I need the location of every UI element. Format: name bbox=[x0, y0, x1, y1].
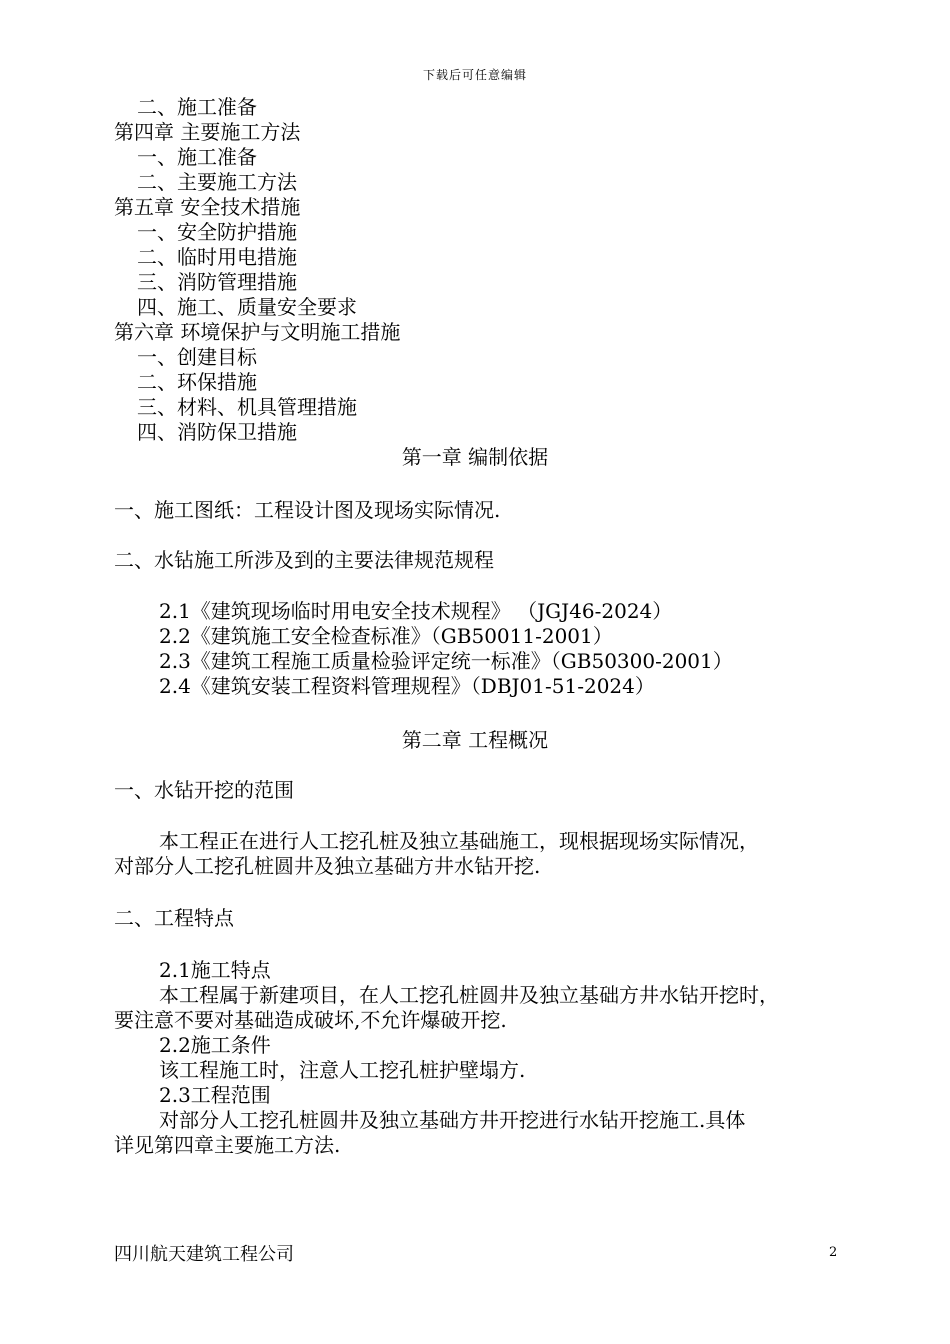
chapter-2-title: 第二章 工程概况 bbox=[401, 728, 549, 752]
feature-2-1-line: 要注意不要对基础造成破坏,不允许爆破开挖. bbox=[114, 1008, 507, 1032]
scope-heading: 一、水钻开挖的范围 bbox=[114, 778, 294, 802]
feature-2-3-line: 详见第四章主要施工方法. bbox=[114, 1133, 341, 1157]
toc-item: 二、施工准备 bbox=[137, 95, 257, 119]
toc-item: 二、临时用电措施 bbox=[137, 245, 297, 269]
toc-item: 第六章 环境保护与文明施工措施 bbox=[114, 320, 401, 344]
footer-company: 四川航天建筑工程公司 bbox=[114, 1244, 294, 1265]
feature-2-3-title: 2.3工程范围 bbox=[159, 1083, 271, 1107]
chapter-1-item-2: 二、水钻施工所涉及到的主要法律规范规程 bbox=[114, 548, 494, 572]
page-header: 下载后可任意编辑 bbox=[422, 68, 527, 82]
toc-item: 四、施工、质量安全要求 bbox=[137, 295, 357, 319]
toc-item: 二、主要施工方法 bbox=[137, 170, 297, 194]
scope-paragraph-line: 本工程正在进行人工挖孔桩及独立基础施工，现根据现场实际情况， bbox=[159, 829, 759, 853]
feature-2-1-line: 本工程属于新建项目，在人工挖孔桩圆井及独立基础方井水钻开挖时， bbox=[159, 983, 779, 1007]
features-heading: 二、工程特点 bbox=[114, 906, 234, 930]
toc-item: 二、环保措施 bbox=[137, 370, 257, 394]
toc-item: 四、消防保卫措施 bbox=[137, 420, 297, 444]
toc-item: 一、施工准备 bbox=[137, 145, 257, 169]
regulation-item: 2.2《建筑施工安全检查标准》（GB50011-2001） bbox=[159, 624, 613, 648]
toc-item: 三、消防管理措施 bbox=[137, 270, 297, 294]
page-number: 2 bbox=[829, 1245, 838, 1260]
feature-2-1-title: 2.1施工特点 bbox=[159, 958, 271, 982]
toc-item: 一、创建目标 bbox=[137, 345, 257, 369]
toc-item: 三、材料、机具管理措施 bbox=[137, 395, 357, 419]
regulation-item: 2.1《建筑现场临时用电安全技术规程》 （JGJ46-2024） bbox=[159, 599, 673, 623]
feature-2-2-line: 该工程施工时，注意人工挖孔桩护壁塌方. bbox=[159, 1058, 526, 1082]
chapter-1-title: 第一章 编制依据 bbox=[401, 445, 549, 469]
feature-2-3-line: 对部分人工挖孔桩圆井及独立基础方井开挖进行水钻开挖施工.具体 bbox=[159, 1108, 746, 1132]
toc-item: 第五章 安全技术措施 bbox=[114, 195, 301, 219]
chapter-1-item-1: 一、施工图纸：工程设计图及现场实际情况. bbox=[114, 498, 501, 522]
toc-item: 第四章 主要施工方法 bbox=[114, 120, 301, 144]
feature-2-2-title: 2.2施工条件 bbox=[159, 1033, 271, 1057]
regulation-item: 2.4《建筑安装工程资料管理规程》（DBJ01-51-2024） bbox=[159, 674, 655, 698]
scope-paragraph-line: 对部分人工挖孔桩圆井及独立基础方井水钻开挖. bbox=[114, 854, 541, 878]
regulation-item: 2.3《建筑工程施工质量检验评定统一标准》（GB50300-2001） bbox=[159, 649, 733, 673]
toc-item: 一、安全防护措施 bbox=[137, 220, 297, 244]
